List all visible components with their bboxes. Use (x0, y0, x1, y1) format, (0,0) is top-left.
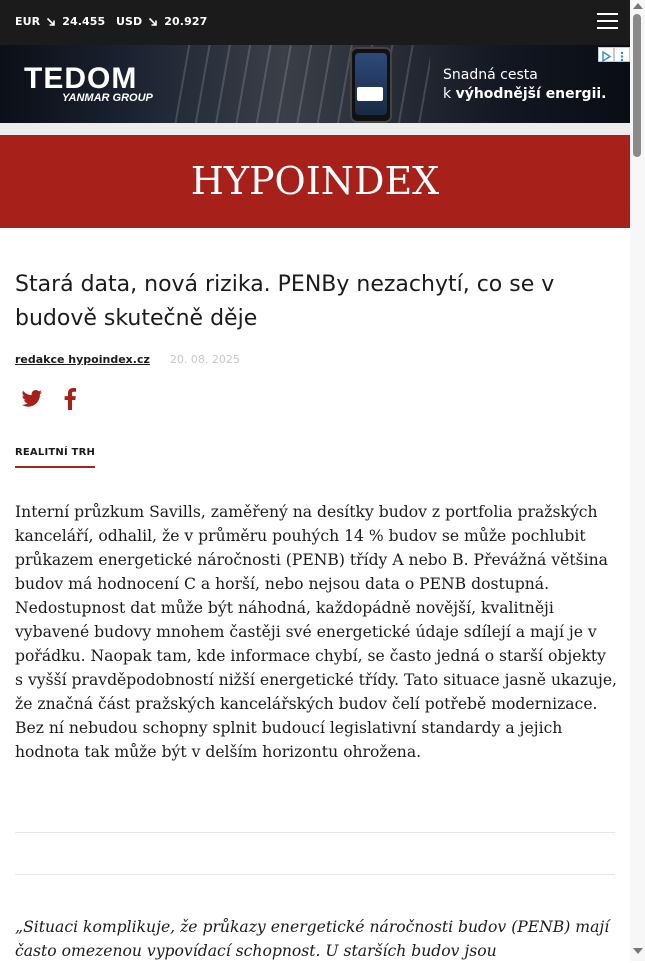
top-bar (0, 0, 630, 45)
ad-brand-logo: TEDOM (24, 62, 138, 95)
currency-value: 20.927 (164, 15, 208, 28)
ad-slogan-line1: Snadná cesta (443, 67, 538, 83)
article-body: Interní průzkum Savills, zaměřený na desítky budov z portfolia pražských kanceláří, odhalil, že v průměru pouhých 14 % budov se může pochlubit průkazem energetické náročnosti (PENB) třídy A nebo B. Převážná většina budov má hodnocení C a horší, nebo nejsou data o PENB dostupná. Nedostupnost dat může být náhodná, každopádně novější, kvalitněji vybavené budovy mnohem častěji své energetické údaje sdílejí a mají je v pořádku. Naopak tam, kde informace chybí, se často jedná o starší objekty s vyšší pravděpodobností nižší energetické třídy. Tato situace jasně ukazuje, že značná část pražských kancelářských budov čelí potřebě modernizace. Bez ní nebudou schopny splnit budoucí legislativní standardy a jejich hodnota tak může být v delším horizontu ohrožena. (15, 503, 618, 761)
article-date: 20. 08. 2025 (169, 353, 240, 366)
spacer (0, 123, 630, 135)
currency-code: EUR (15, 15, 41, 28)
ad-brand-sub: YANMAR GROUP (62, 92, 153, 104)
article-author[interactable]: redakce hypoindex.cz (15, 353, 150, 366)
ad-phone-image (350, 47, 392, 123)
site-logo[interactable]: HYPOINDEX (190, 159, 440, 203)
twitter-icon[interactable] (21, 389, 43, 409)
arrow-down-right-icon (148, 17, 158, 27)
ad-slogan-prefix: k (443, 86, 456, 102)
site-header (0, 135, 630, 228)
currency-eur (15, 15, 105, 28)
currency-usd (116, 15, 207, 28)
arrow-down-right-icon (46, 17, 56, 27)
ad-slogan-bold: výhodnější energii. (455, 86, 607, 102)
scrollbar-thumb[interactable] (633, 14, 641, 157)
hamburger-menu-icon[interactable] (597, 13, 618, 31)
divider (15, 874, 615, 875)
scroll-down-icon[interactable] (633, 948, 643, 954)
article-meta (15, 353, 240, 366)
ad-slogan-line2 (443, 86, 607, 102)
article-quote: „Situaci komplikuje, že průkazy energetické náročnosti budov (PENB) mají často omezenou vypovídací schopnost. U starších budov jsou (15, 918, 610, 960)
divider (15, 832, 615, 833)
scrollbar[interactable] (630, 0, 645, 961)
scroll-up-icon[interactable] (633, 3, 643, 9)
ad-options-icon[interactable] (614, 47, 630, 62)
currency-value: 24.455 (62, 15, 106, 28)
facebook-icon[interactable] (63, 388, 77, 410)
adchoices-icon[interactable] (598, 47, 614, 62)
currency-code: USD (116, 15, 143, 28)
ad-banner[interactable] (0, 45, 630, 123)
article-title: Stará data, nová rizika. PENBy nezachytí, co se v budově skutečně děje (15, 272, 555, 331)
article-category[interactable]: REALITNÍ TRH (15, 447, 95, 468)
